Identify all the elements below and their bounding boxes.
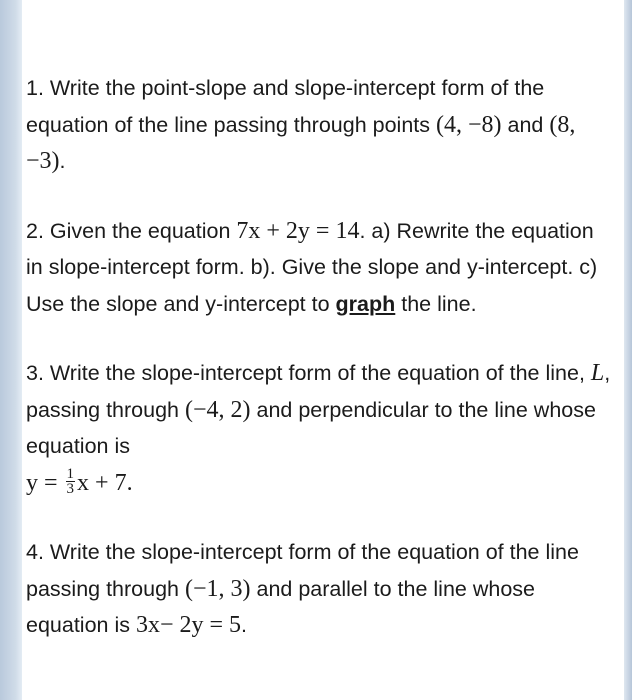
- problem-4: [26, 534, 616, 644]
- point-4: (−1, 3): [184, 575, 251, 602]
- point-3: (−4, 2): [184, 396, 251, 423]
- fraction-numerator: 1: [66, 466, 75, 483]
- problem-2-end: the line.: [395, 291, 477, 316]
- line-name-symbol: L: [590, 360, 605, 386]
- problem-2-text: 2. Given the equation: [26, 218, 237, 243]
- problem-2: [26, 213, 616, 323]
- graph-link[interactable]: graph: [335, 291, 396, 316]
- equation-3: [26, 466, 133, 498]
- equation-3-end: .: [126, 469, 133, 496]
- problem-list: [26, 70, 616, 677]
- right-border: [624, 0, 632, 700]
- problem-3-mid: , passing through: [26, 361, 611, 422]
- problem-1-end: .: [59, 149, 66, 173]
- problem-4-end: .: [241, 613, 248, 637]
- problem-2-instructions: . a) Rewrite the equation in slope-intercept form. b). Give the slope and y-intercept. c) Use the slope and y-intercept to: [26, 218, 598, 316]
- problem-1: [26, 70, 616, 180]
- line-name: [591, 360, 604, 386]
- point-1: (4, −8): [436, 111, 502, 138]
- equation-3-lhs: y =: [26, 469, 58, 496]
- problem-3-condition: and perpendicular to the line whose equation is: [26, 397, 596, 458]
- problem-3-text: 3. Write the slope-intercept form of the equation of the line,: [26, 361, 591, 385]
- problem-1-joiner: and: [501, 112, 550, 137]
- equation-4: 3x− 2y = 5: [135, 612, 242, 638]
- left-border: [0, 0, 22, 700]
- problem-1-text: 1. Write the point-slope and slope-intercept form of the equation of the line passing through points: [26, 76, 545, 137]
- point-2: (8, −3): [26, 111, 576, 174]
- problem-4-text: 4. Write the slope-intercept form of the equation of the line passing through: [26, 540, 579, 601]
- equation-3-rhs: x + 7: [77, 469, 127, 496]
- equation-2: 7x + 2y = 14: [236, 217, 360, 244]
- fraction: [66, 467, 76, 496]
- problem-3: [26, 355, 616, 501]
- problem-4-mid: and parallel to the line whose equation is: [26, 576, 535, 637]
- fraction-denominator: 3: [66, 481, 75, 498]
